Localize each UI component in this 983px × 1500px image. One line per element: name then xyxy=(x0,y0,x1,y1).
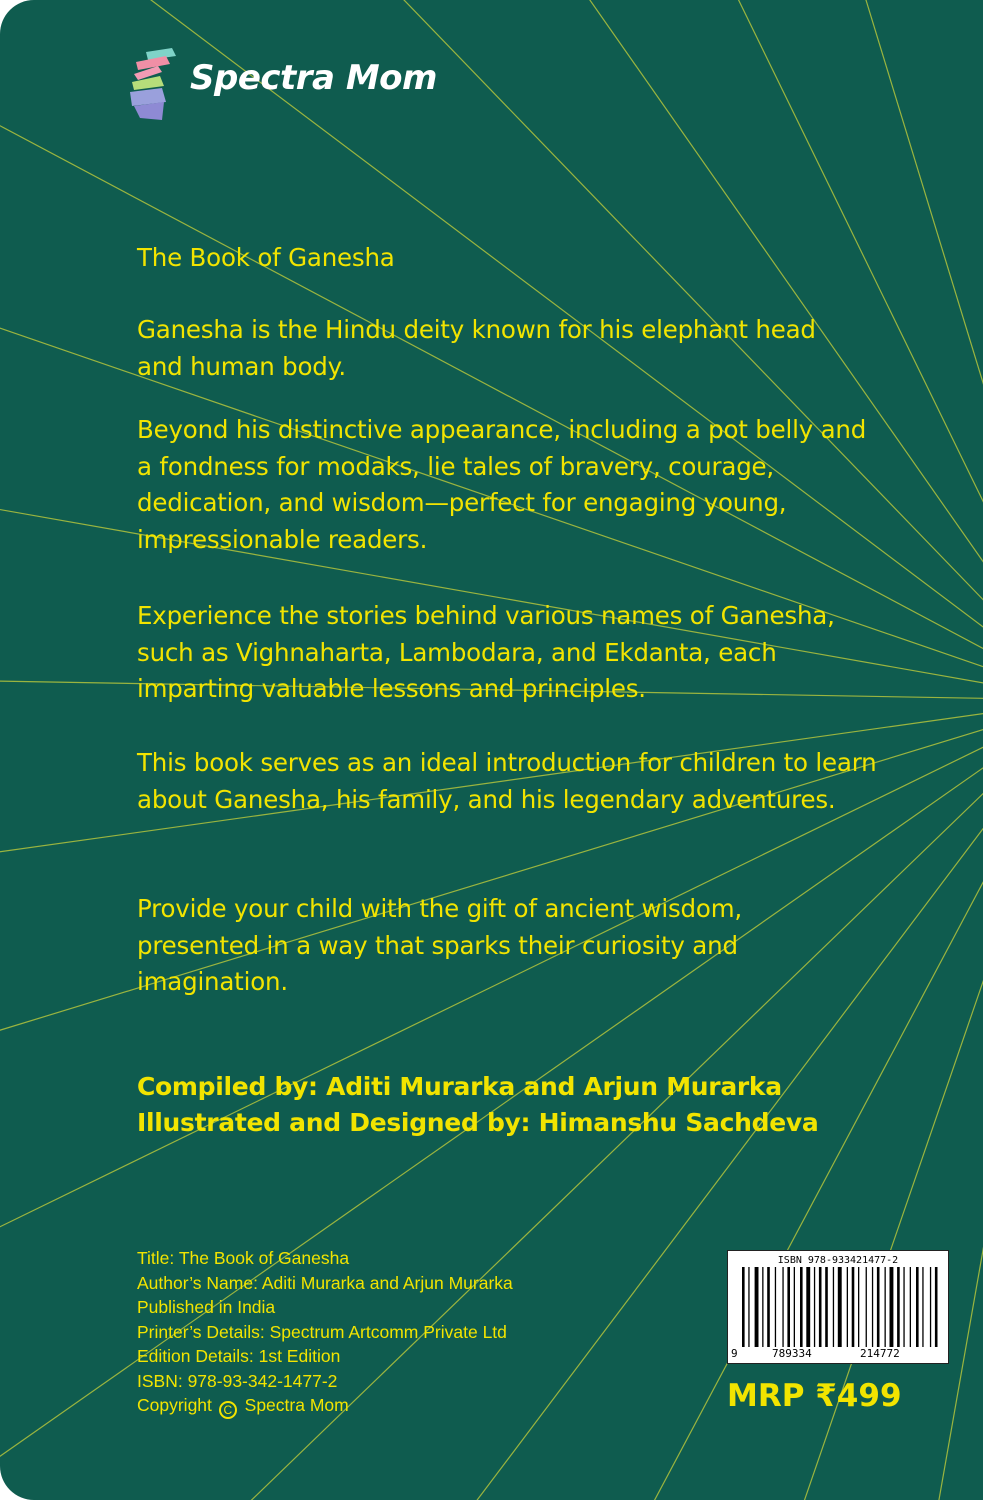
barcode-bar xyxy=(897,1267,900,1347)
publication-details xyxy=(137,1246,697,1419)
detail-edition: Edition Details: 1st Edition xyxy=(137,1346,341,1366)
blurb-paragraph-4: This book serves as an ideal introduction for children to learn about Ganesha, his family, and his legendary adventures. xyxy=(137,748,877,814)
barcode-bar xyxy=(935,1267,938,1347)
barcode-digits-right: 214772 xyxy=(860,1347,900,1360)
detail-isbn: ISBN: 978-93-342-1477-2 xyxy=(137,1370,338,1391)
barcode-bar xyxy=(847,1267,848,1347)
barcode-bar xyxy=(890,1267,894,1347)
barcode-bar xyxy=(910,1267,911,1347)
barcode-bar xyxy=(872,1267,873,1347)
barcode-bar xyxy=(877,1267,880,1347)
barcode-bar xyxy=(903,1267,904,1347)
barcode-bar xyxy=(806,1267,810,1347)
barcode-bar xyxy=(782,1267,783,1347)
barcode-bar xyxy=(838,1267,842,1347)
barcode-bar xyxy=(787,1267,790,1347)
compiled-by: Compiled by: Aditi Murarka and Arjun Murarka xyxy=(137,1072,782,1101)
detail-printer: Printer’s Details: Spectrum Artcomm Private Ltd xyxy=(137,1321,507,1342)
barcode-bar xyxy=(742,1267,745,1347)
isbn-barcode xyxy=(727,1250,949,1364)
detail-author: Author’s Name: Aditi Murarka and Arjun Murarka xyxy=(137,1272,513,1293)
barcode-bar xyxy=(814,1267,815,1347)
blurb-paragraph-3: Experience the stories behind various names of Ganesha, such as Vighnaharta, Lambodara, and Ekdanta, each imparting valuable lessons and principles. xyxy=(137,601,835,703)
barcode-bar xyxy=(748,1267,749,1347)
book-title: The Book of Ganesha xyxy=(137,243,395,272)
barcode-bar xyxy=(833,1267,834,1347)
blurb-paragraph-5: Provide your child with the gift of ancient wisdom, presented in a way that sparks their curiosity and imagination. xyxy=(137,894,742,996)
barcode-bar xyxy=(755,1267,759,1347)
barcode-bar xyxy=(762,1267,763,1347)
barcode-bar xyxy=(767,1267,770,1347)
detail-title: Title: The Book of Ganesha xyxy=(137,1248,350,1268)
detail-published: Published in India xyxy=(137,1297,276,1317)
barcode-digit-first: 9 xyxy=(731,1347,738,1360)
blurb-paragraph-2: Beyond his distinctive appearance, including a pot belly and a fondness for modaks, lie tales of bravery, courage, dedication, and wisdom—perfect for engaging young, impressionable readers. xyxy=(137,415,867,554)
barcode-bar xyxy=(800,1267,803,1347)
copyright-owner: Spectra Mom xyxy=(244,1395,349,1415)
barcode-digits-left: 789334 xyxy=(772,1347,812,1360)
barcode-bars xyxy=(738,1267,938,1347)
price-mrp: MRP ₹499 xyxy=(727,1378,902,1414)
barcode-bar xyxy=(825,1267,828,1347)
brand-name: Spectra Mom xyxy=(190,58,437,98)
barcode-bar xyxy=(794,1267,795,1347)
barcode-bar xyxy=(866,1267,867,1347)
barcode-bar xyxy=(819,1267,822,1347)
barcode-bar xyxy=(922,1267,923,1347)
illustrated-by: Illustrated and Designed by: Himanshu Sachdeva xyxy=(137,1108,819,1137)
blurb-paragraph-1: Ganesha is the Hindu deity known for his elephant head and human body. xyxy=(137,315,816,381)
barcode-isbn-text: ISBN 978-933421477-2 xyxy=(777,1255,899,1266)
barcode-bar xyxy=(852,1267,855,1347)
barcode-bar xyxy=(858,1267,859,1347)
detail-copyright xyxy=(137,1393,697,1419)
barcode-bar xyxy=(885,1267,886,1347)
copyright-label: Copyright xyxy=(137,1395,212,1415)
barcode-bar xyxy=(930,1267,931,1347)
barcode-bar xyxy=(916,1267,919,1347)
copyright-icon: C xyxy=(219,1401,237,1419)
barcode-bar xyxy=(775,1267,776,1347)
